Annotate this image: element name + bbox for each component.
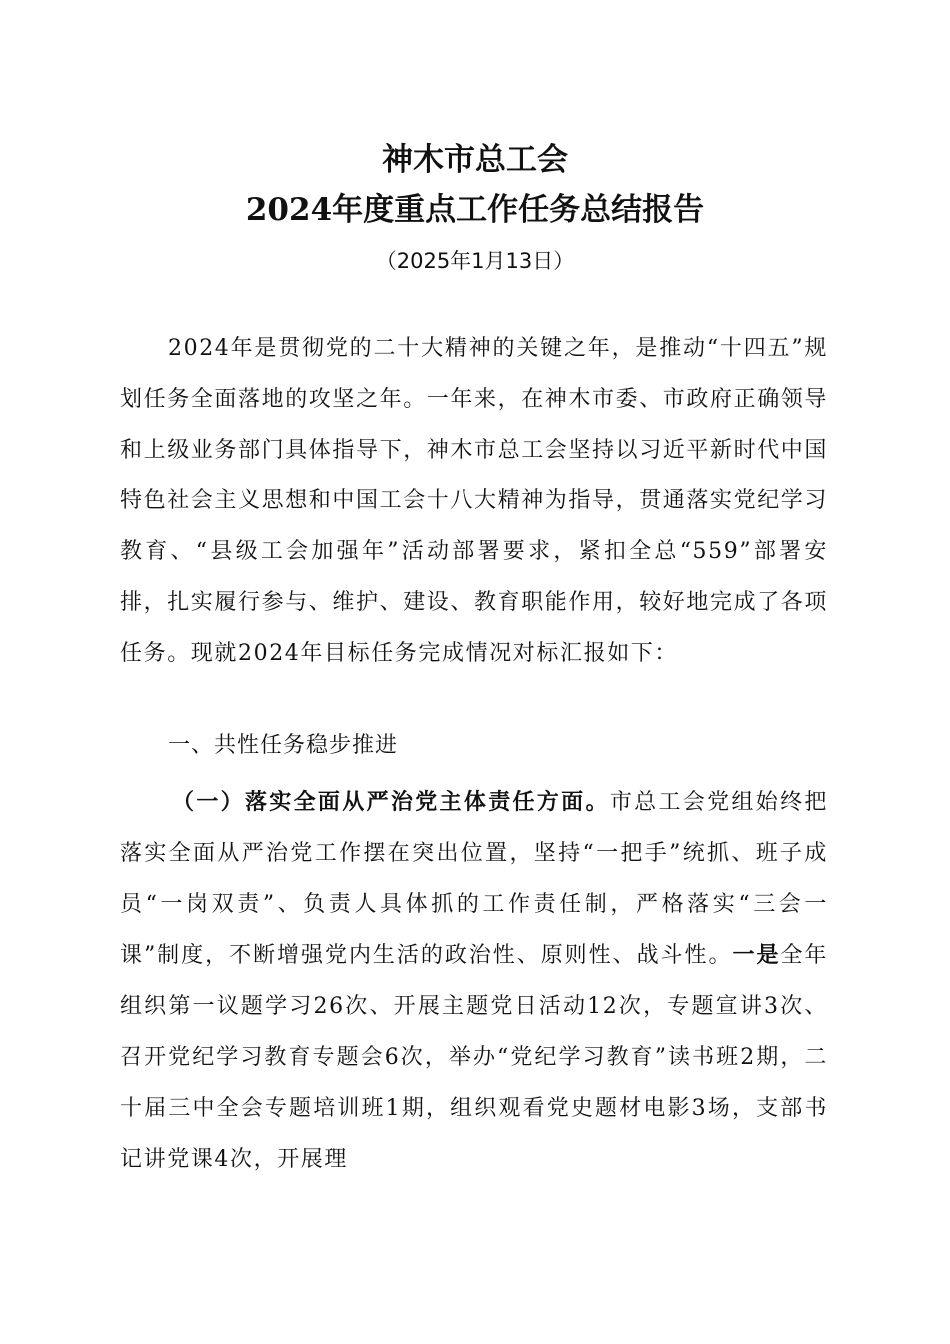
document-date: （2025年1月13日） <box>375 249 575 273</box>
section-heading: 一、共性任务稳步推进 <box>168 733 399 758</box>
subsection-emphasis: 一是 <box>732 942 781 969</box>
document-title-line2: 2024年度重点工作任务总结报告 <box>245 192 705 228</box>
subsection-text-b: 全年组织第一议题学习26次、开展主题党日活动12次，专题宣讲3次、召开党纪学习教育专题会6次，举办“党纪学习教育”读书班2期，二十届三中全会专题培训班1期，组织观看党史题材电影3场，支部书记讲党课4次，开展理 <box>120 943 829 1172</box>
subsection-paragraph <box>120 777 828 1185</box>
document-title-line1: 神木市总工会 <box>382 142 568 178</box>
subsection-lead: （一）落实全面从严治党主体责任方面。 <box>172 789 610 815</box>
subsection-text-a: 市总工会党组始终把落实全面从严治党工作摆在突出位置，坚持“一把手”统抓、班子成员“一岗双责”、负责人具体抓的工作责任制，严格落实“三会一课”制度，不断增强党内生活的政治性、原则性、战斗性。 <box>120 790 828 969</box>
intro-paragraph: 2024年是贯彻党的二十大精神的关键之年，是推动“十四五”规划任务全面落地的攻坚之年。一年来，在神木市委、市政府正确领导和上级业务部门具体指导下，神木市总工会坚持以习近平新时代中国特色社会主义思想和中国工会十八大精神为指导，贯通落实党纪学习教育、“县级工会加强年”活动部署要求，紧扣全总“559”部署安排，扎实履行参与、维护、建设、教育职能作用，较好地完成了各项任务。现就2024年目标任务完成情况对标汇报如下： <box>120 336 829 666</box>
